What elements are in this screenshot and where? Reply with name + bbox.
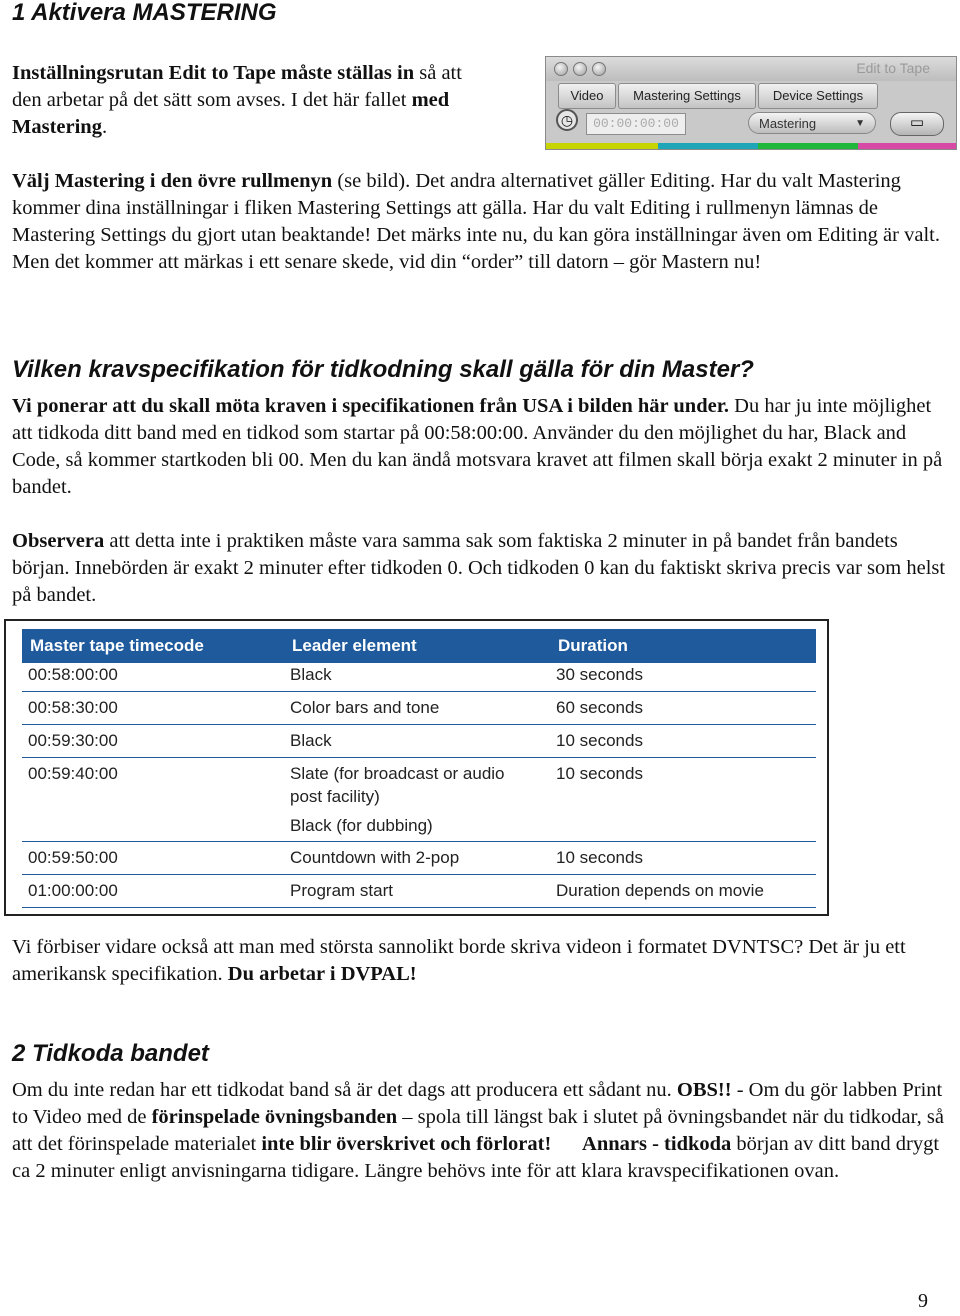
tab-video[interactable]: Video — [558, 83, 616, 109]
table-header — [22, 629, 816, 663]
close-button[interactable] — [554, 62, 568, 76]
table-row-divider — [22, 691, 816, 692]
obs-bold: OBS!! — [676, 1079, 732, 1101]
table-cell-duration: 30 seconds — [556, 665, 643, 684]
header-master-tape-timecode: Master tape timecode — [30, 636, 204, 655]
overskrivet-bold: inte blir överskrivet och förlorat! — [261, 1133, 552, 1155]
table-cell-element: post facility) — [290, 787, 380, 806]
mastering-bold: Välj Mastering i den övre rullmenyn — [12, 170, 333, 192]
tab-mastering-settings[interactable]: Mastering Settings — [618, 83, 756, 109]
spec-question-heading: Vilken kravspecifikation för tidkodning skall gälla för din Master? — [12, 356, 754, 383]
intro-bold-2: med Mastering — [12, 89, 450, 138]
dvpal-text: Vi förbiser vidare också att man med största sannolikt borde skriva videon i formatet DVNTSC? Det är ju ett amerikansk specifikation. — [12, 936, 906, 985]
table-row-divider — [22, 907, 816, 908]
table-cell-duration: Duration depends on movie — [556, 881, 764, 900]
table-cell-duration: 60 seconds — [556, 698, 643, 717]
table-row-divider — [22, 874, 816, 875]
table-cell-element: Program start — [290, 881, 393, 900]
table-cell-timecode: 01:00:00:00 — [28, 881, 118, 900]
tidkoda-text-5: början av ditt band drygt ca 2 minuter enligt anvisningarna tidigare. Längre behövs inte för att klara kravspecifikationen ovan. — [12, 1133, 945, 1182]
color-bar-magenta — [858, 143, 957, 150]
table-cell-element: Black — [290, 731, 332, 750]
color-bar-green — [758, 143, 858, 150]
header-leader-element: Leader element — [292, 636, 417, 655]
tidkoda-text-4 — [551, 1133, 582, 1155]
table-cell-element: Black — [290, 665, 332, 684]
table-cell-element: Slate (for broadcast or audio — [290, 764, 505, 783]
spec-paragraph-2 — [12, 528, 947, 609]
table-cell-element: Black (for dubbing) — [290, 816, 433, 835]
spec-paragraph-1 — [12, 393, 947, 501]
window-title: Edit to Tape — [856, 60, 930, 76]
dvpal-bold: Du arbetar i DVPAL! — [227, 963, 417, 985]
observera-bold: Observera — [12, 530, 105, 552]
table-cell-element: Countdown with 2-pop — [290, 848, 460, 867]
table-cell-timecode: 00:59:40:00 — [28, 764, 118, 783]
tidkoda-text-3: – spola till längst bak i slutet på övningsbandet när du tidkodar, så att det förinspelade materialet — [12, 1106, 950, 1155]
intro-paragraph — [12, 60, 472, 141]
timecode-table — [4, 619, 829, 916]
table-cell-element: Color bars and tone — [290, 698, 440, 717]
spec-bold-1: Vi ponerar att du skall möta kraven i specifikationen från USA i bilden här under. — [12, 395, 730, 417]
tab-device-settings[interactable]: Device Settings — [758, 83, 878, 109]
spec-text-2: att detta inte i praktiken måste vara samma sak som faktiska 2 minuter in på bandet från bandets början. Innebörden är exakt 2 minuter efter tidkoden 0. Och tidkoden 0 kan du faktiskt skriva precis var som helst på bandet. — [12, 530, 946, 606]
mode-popup[interactable] — [748, 112, 876, 134]
tidkoda-text-2: - Om du gör labben Print to Video med de — [12, 1079, 948, 1128]
chevron-down-icon: ▼ — [855, 118, 865, 129]
section-1-heading: 1 Aktivera MASTERING — [12, 0, 277, 26]
table-cell-timecode: 00:59:50:00 — [28, 848, 118, 867]
timecode-field[interactable]: 00:00:00:00 — [586, 113, 686, 135]
spec-text-1: Du har ju inte möjlighet att tidkoda ditt band med en tidkod som startar på 00:58:00:00. Använder du den möjlighet du har, Black and Code, så kommer startkoden bli 00. Men du kan ändå motsvara kravet att filmen skall börja exakt 2 minuter in på bandet. — [12, 395, 943, 498]
tidkoda-paragraph — [12, 1077, 950, 1185]
tidkoda-text-1: Om du inte redan har ett tidkodat band så är det dags att producera ett sådant nu. — [12, 1079, 677, 1101]
window-titlebar — [546, 57, 956, 81]
table-cell-timecode: 00:58:00:00 — [28, 665, 118, 684]
intro-text-1: så att den arbetar på det sätt som avses. I det här fallet — [12, 62, 462, 111]
table-cell-timecode: 00:58:30:00 — [28, 698, 118, 717]
page-number: 9 — [918, 1290, 928, 1312]
table-row-divider — [22, 757, 816, 758]
table-cell-duration: 10 seconds — [556, 731, 643, 750]
mastering-text: (se bild). Det andra alternativet gäller Editing. Har du valt Mastering kommer dina inställningar i fliken Mastering Settings att gälla. Har du valt Editing i rullmenyn lämnas de Mastering Settings du gjort utan beaktande! Det märks inte nu, du kan göra inställningar även om Editing är valt. Men det kommer att märkas i ett senare skede, vid din “order” till datorn – gör Mastern nu! — [12, 170, 940, 273]
zoom-button[interactable] — [592, 62, 606, 76]
table-row-divider — [22, 724, 816, 725]
intro-bold-1: Inställningsrutan Edit to Tape måste ställas in — [12, 62, 415, 84]
color-bar-cyan — [658, 143, 758, 150]
color-bar-yellow — [546, 143, 658, 150]
intro-text-2: . — [101, 116, 108, 138]
table-cell-duration: 10 seconds — [556, 848, 643, 867]
dvpal-paragraph — [12, 934, 947, 988]
forinspelade-bold: förinspelade övningsbanden — [151, 1106, 398, 1128]
table-cell-duration: 10 seconds — [556, 764, 643, 783]
mode-popup-label: Mastering — [759, 116, 817, 131]
mastering-paragraph — [12, 168, 947, 276]
edit-to-tape-window — [545, 56, 957, 150]
minimize-button[interactable] — [573, 62, 587, 76]
section-2-heading: 2 Tidkoda bandet — [12, 1040, 209, 1067]
table-cell-timecode: 00:59:30:00 — [28, 731, 118, 750]
annars-bold: Annars - tidkoda — [582, 1133, 732, 1155]
tape-icon[interactable]: ▭ — [890, 112, 944, 136]
table-row-divider — [22, 841, 816, 842]
clock-icon: ◷ — [556, 109, 578, 131]
header-duration: Duration — [558, 636, 628, 655]
